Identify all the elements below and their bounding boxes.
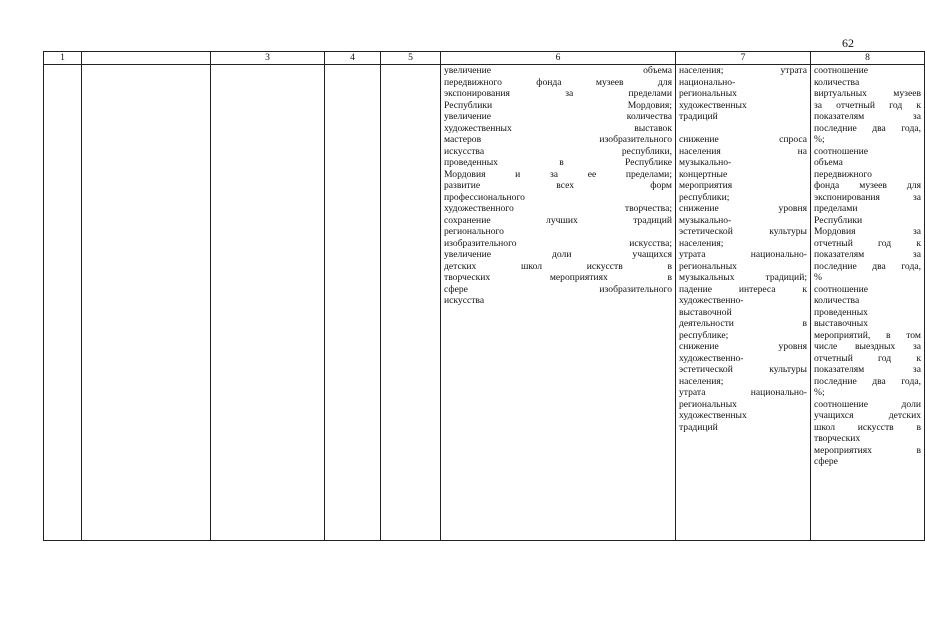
text-line: соотношение доли [814,398,921,410]
col7-text [679,65,807,433]
text-line: выставочных [814,318,869,329]
cell-col-2 [82,65,211,541]
text-line: населения на [679,145,807,157]
text-line: Мордовия и за ее пределами; [444,168,672,180]
text-line: сфере изобразительного [444,283,672,295]
column-header-6: 6 [441,52,676,65]
text-line: школ искусств в [814,421,921,433]
text-line [679,123,807,135]
text-line: соотношение [814,65,869,76]
text-line: отчетный год к [814,352,921,364]
text-line: региональных [679,88,737,99]
table-row [44,65,925,541]
cell-col-1 [44,65,82,541]
text-line: художественного творчества; [444,203,672,214]
text-line: республике; [679,329,729,341]
text-line: снижение уровня [679,341,807,352]
text-line: мероприятия [679,180,733,191]
cell-col-6 [441,65,676,541]
text-line: показателям за [814,364,921,375]
document-table [43,51,925,541]
col8-text [814,65,921,468]
text-line: снижение уровня [679,203,807,214]
text-line: увеличение объема [444,65,672,76]
col6-text [444,65,672,307]
text-line: региональных [679,260,737,272]
text-line: искусства республики, [444,145,672,157]
text-line: профессионального [444,191,525,203]
text-line: передвижного [814,168,872,180]
text-line: республики; [679,191,730,203]
text-line: художественно- [679,352,744,364]
text-line: увеличение количества [444,111,672,122]
text-line: числе выездных за [814,341,921,352]
text-line: количества [814,76,860,88]
column-header-5: 5 [381,52,441,65]
text-line: традиций [679,111,718,122]
cell-col-8 [811,65,925,541]
cell-col-7 [676,65,811,541]
text-line: объема [814,157,843,168]
text-line: музыкальных традиций; [679,272,807,283]
text-line: музыкально- [679,214,732,226]
text-line: эстетической культуры [679,226,807,237]
text-line: за отчетный год к [814,99,921,111]
cell-col-3 [211,65,325,541]
text-line: художественных [679,410,747,421]
cell-col-4 [325,65,381,541]
text-line: % [814,272,822,283]
text-line: художественных выставок [444,122,672,134]
text-line: экспонирования за [814,191,921,203]
text-line: творческих мероприятиях в [444,272,672,283]
text-line: проведенных [814,306,868,318]
text-line: утрата национально- [679,387,807,398]
text-line: %; [814,134,825,145]
text-line: отчетный год к [814,237,921,249]
text-line: фонда музеев для [814,180,921,191]
text-line: утрата национально- [679,249,807,260]
text-line: населения; [679,375,724,387]
text-line: Республики Мордовия; [444,99,672,111]
text-line: населения; [679,237,724,249]
text-line: снижение спроса [679,134,807,145]
text-line: мастеров изобразительного [444,134,672,145]
text-line: последние два года, [814,260,921,272]
text-line: регионального [444,226,504,237]
text-line: творческих [814,433,861,444]
text-line: изобразительного искусства; [444,237,672,249]
column-header-8: 8 [811,52,925,65]
column-header-4: 4 [325,52,381,65]
text-line: соотношение [814,283,869,295]
text-line: падение интереса к [679,283,807,295]
text-line: детских школ искусств в [444,260,672,272]
text-line: последние два года, [814,122,921,134]
text-line: показателям за [814,111,921,122]
column-header-1: 1 [44,52,82,65]
text-line: передвижного фонда музеев для [444,76,672,88]
text-line: виртуальных музеев [814,88,921,99]
text-line: эстетической культуры [679,364,807,375]
text-line: соотношение [814,145,869,157]
text-line: Мордовия за [814,226,921,237]
text-line: региональных [679,398,737,410]
text-line: выставочной [679,306,732,318]
text-line: художественно- [679,295,744,306]
text-line: концертные [679,168,728,180]
text-line: национально- [679,76,736,88]
cell-col-5 [381,65,441,541]
text-line: показателям за [814,249,921,260]
text-line: количества [814,295,860,306]
column-header-7: 7 [676,52,811,65]
text-line: искусства [444,295,485,306]
text-line: музыкально- [679,157,732,168]
column-header-2 [82,52,211,65]
text-line: последние два года, [814,375,921,387]
text-line: увеличение доли учащихся [444,249,672,260]
text-line: пределами [814,203,858,214]
column-header-3: 3 [211,52,325,65]
text-line: деятельности в [679,318,807,329]
text-line: экспонирования за пределами [444,88,672,99]
page-number: 62 [842,36,854,50]
text-line: Республики [814,214,863,226]
header-row [44,52,925,65]
text-line: сфере [814,456,838,467]
text-line: развитие всех форм [444,180,672,191]
text-line: традиций [679,421,718,433]
text-line: мероприятиях в [814,444,921,456]
text-line: учащихся детских [814,410,921,421]
text-line: мероприятий, в том [814,329,921,341]
text-line: населения; утрата [679,65,807,76]
text-line: %; [814,387,825,398]
text-line: сохранение лучших традиций [444,214,672,226]
text-line: художественных [679,99,747,111]
text-line: проведенных в Республике [444,157,672,168]
